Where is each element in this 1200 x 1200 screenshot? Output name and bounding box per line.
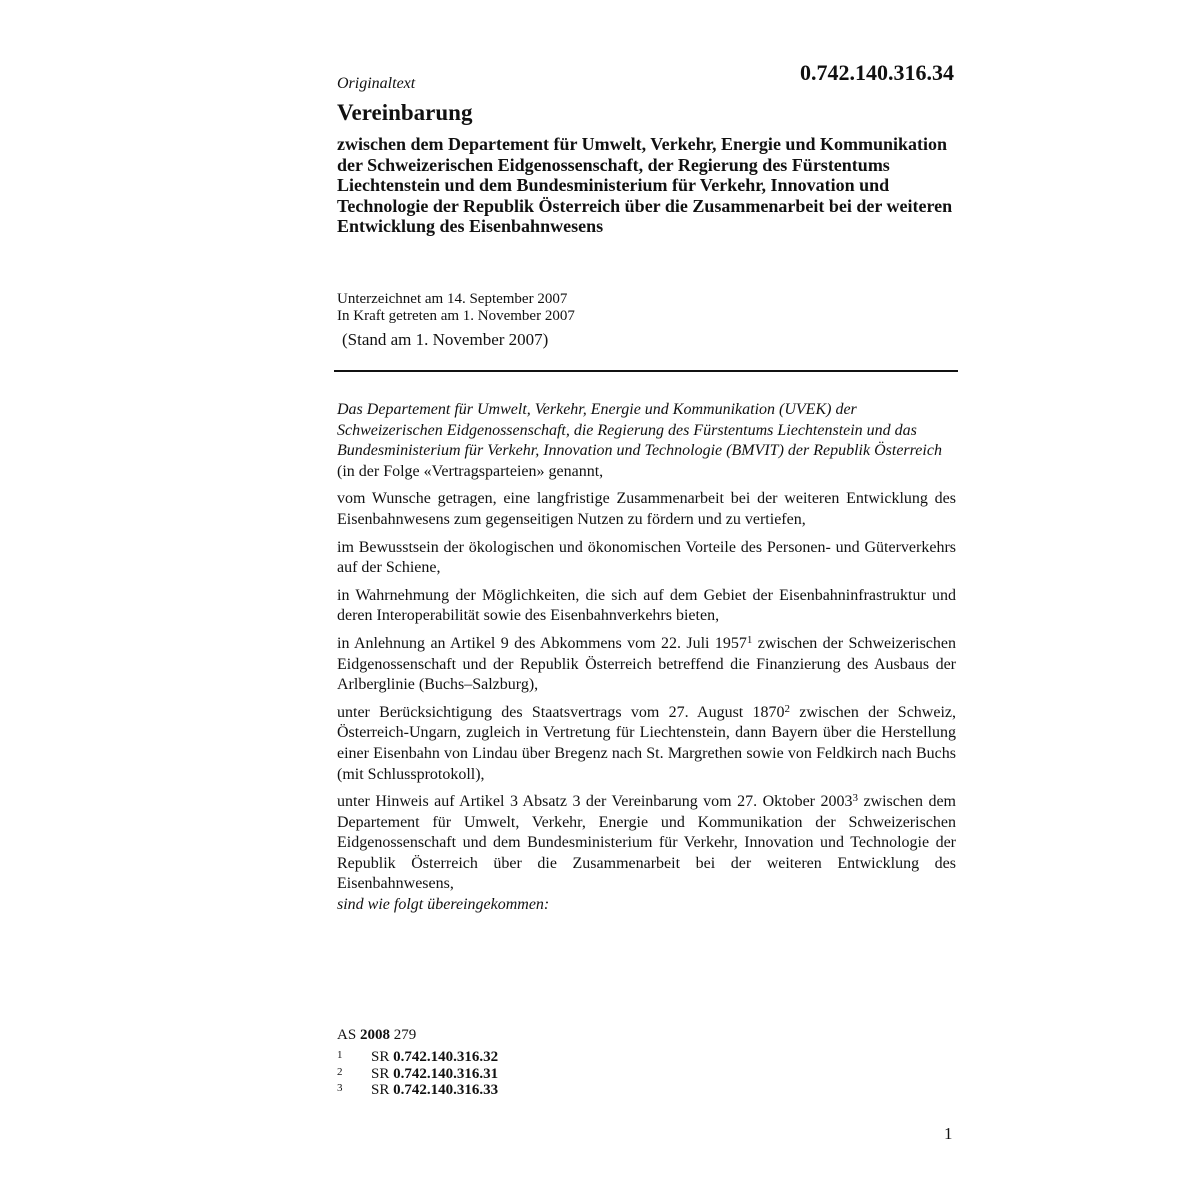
original-text-label: Originaltext (337, 75, 416, 92)
preamble-paragraph-1: vom Wunsche getragen, eine langfristige Zusammenarbeit bei der weiteren Entwicklung des Eisenbahnwesens zum gegenseitigen Nutzen zu fördern und zu vertiefen, (337, 490, 956, 528)
footnote-ref-1[interactable]: 1 (746, 633, 753, 646)
as-reference: AS 2008 279 (337, 1027, 417, 1043)
preamble-paragraph-3: in Wahrnehmung der Möglichkeiten, die sich auf dem Gebiet der Eisenbahninfrastruktur und deren Interoperabilität sowie des Eisenbahnverkehrs bieten, (337, 586, 956, 625)
footnote-2: 2 SR 0.742.140.316.31 (337, 1066, 499, 1082)
footnote-ref-3[interactable]: 3 (852, 792, 858, 805)
footnote-ref-2[interactable]: 2 (784, 702, 791, 715)
signed-date: Unterzeichnet am 14. September 2007 (337, 291, 568, 307)
document-title: Vereinbarung (337, 100, 473, 125)
preamble-paragraph-4: in Anlehnung an Artikel 9 des Abkommens vom 22. Juli 1957$^1$ zwischen der Schweizerischen Eidgenossenschaft und der Republik Österreich betreffend die Finanzierung des Ausbaus der Arlberglinie (Buchs–Salzburg), (337, 633, 957, 694)
header-divider (334, 370, 958, 372)
document-subtitle: zwischen dem Departement für Umwelt, Verkehr, Energie und Kommunikation der Schweizerischen Eidgenossenschaft, der Regierung des Fürstentums Liechtenstein und dem Bundesministerium für Verkehr, Innovation und Technologie der Republik Österreich über die Zusammenarbeit bei der weiteren Entwicklung des Eisenbahnwesens (337, 134, 953, 237)
preamble-closing: sind wie folgt übereingekommen: (337, 896, 550, 914)
footnote-3: 3 SR 0.742.140.316.33 (337, 1082, 499, 1098)
preamble-paragraph-5: unter Berücksichtigung des Staatsvertrags vom 27. August 1870$^2$ zwischen der Schweiz, Österreich-Ungarn, zugleich in Vertretung für Liechtenstein, dann Bayern über die Herstellung einer Eisenbahn von Lindau über Bregenz nach St. Margrethen sowie von Feldkirch nach Buchs (mit Schlussprotokoll), (337, 702, 956, 783)
status-date: (Stand am 1. November 2007) (342, 330, 549, 349)
footnote-1: 1 SR 0.742.140.316.32 (337, 1049, 499, 1065)
page-number: 1 (944, 1124, 953, 1143)
footnote-link[interactable]: 0.742.140.316.32 (393, 1049, 499, 1065)
preamble (337, 400, 956, 923)
sr-number: 0.742.140.316.34 (800, 60, 954, 85)
preamble-paragraph-6: unter Hinweis auf Artikel 3 Absatz 3 der Vereinbarung vom 27. Oktober 2003$^3$ zwischen dem Departement für Umwelt, Verkehr, Energie und Kommunikation der Schweizerischen Eidgenossenschaft und dem Bundesministerium für Verkehr, Innovation und Technologie der Republik Österreich über die Zusammenarbeit bei der weiteren Entwicklung des Eisenbahnwesens, (337, 792, 957, 893)
preamble-hereinafter: (in der Folge «Vertragsparteien» genannt, (337, 462, 604, 480)
in-force-date: In Kraft getreten am 1. November 2007 (337, 308, 575, 324)
preamble-paragraph-2: im Bewusstsein der ökologischen und ökonomischen Vorteile des Personen- und Güterverkehrs auf der Schiene, (337, 538, 956, 577)
footnote-link[interactable]: 0.742.140.316.33 (393, 1082, 499, 1098)
footnote-link[interactable]: 0.742.140.316.31 (393, 1066, 499, 1082)
preamble-parties: Das Departement für Umwelt, Verkehr, Energie und Kommunikation (UVEK) der Schweizerischen Eidgenossenschaft, die Regierung des Fürstentums Liechtenstein und das Bundesministerium für Verkehr, Innovation und Technologie (BMVIT) der Republik Österreich (337, 401, 942, 460)
